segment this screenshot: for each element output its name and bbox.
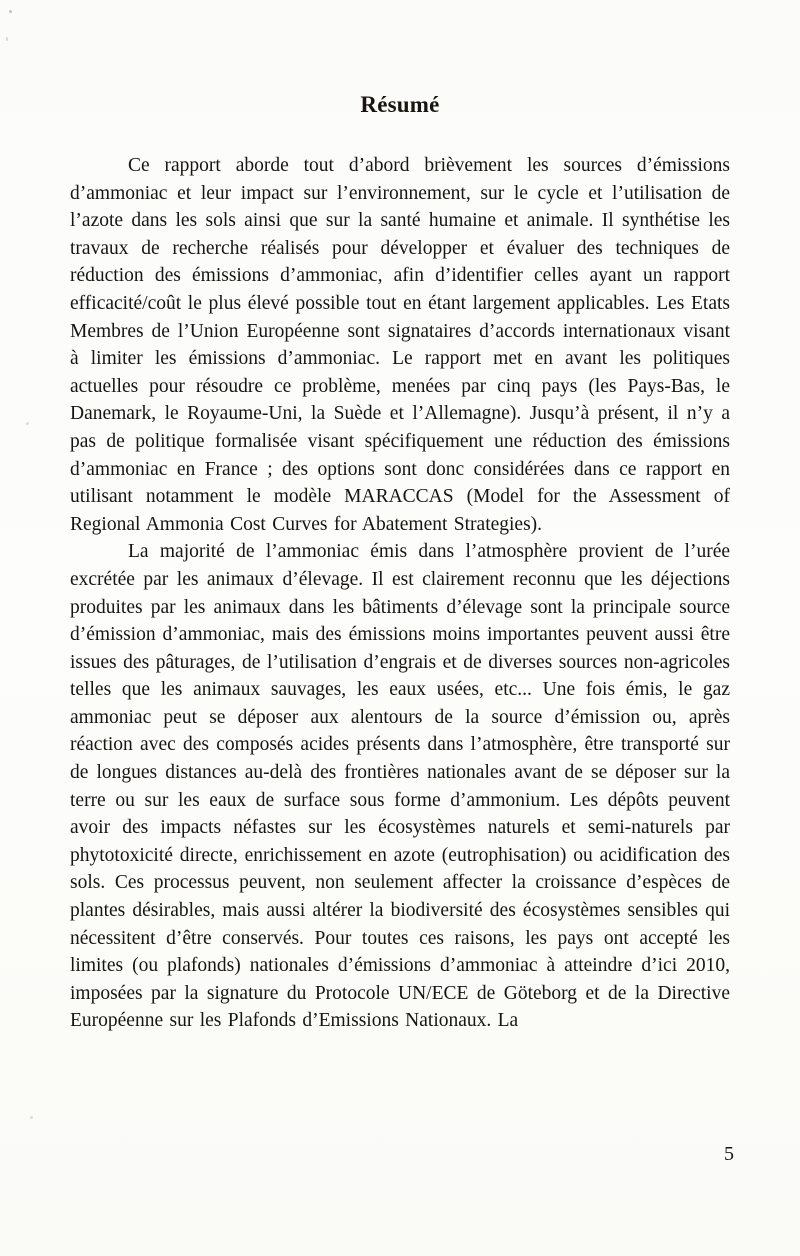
summary-paragraph-1: Ce rapport aborde tout d’abord brièvement les sources d’émissions d’ammoniac et leur impact sur l’environnement, sur le cycle et l’utilisation de l’azote dans les sols ainsi que sur la santé humaine et animale. Il synthétise les travaux de recherche réalisés pour développer et évaluer des techniques de réduction des émissions d’ammoniac, afin d’identifier celles ayant un rapport efficacité/coût le plus élevé possible tout en étant largement applicables. Les Etats Membres de l’Union Européenne sont signataires d’accords internationaux visant à limiter les émissions d’ammoniac. Le rapport met en avant les politiques actuelles pour résoudre ce problème, menées par cinq pays (les Pays-Bas, le Danemark, le Royaume-Uni, la Suède et l’Allemagne). Jusqu’à présent, il n’y a pas de politique formalisée visant spécifiquement une réduction des émissions d’ammoniac en France ; des options sont donc considérées dans ce rapport en utilisant notamment le modèle MARACCAS (Model for the Assessment of Regional Ammonia Cost Curves for Abatement Strategies). [70,155,730,535]
scan-speck [9,10,12,13]
summary-paragraph-2: La majorité de l’ammoniac émis dans l’atmosphère provient de l’urée excrétée par les animaux d’élevage. Il est clairement reconnu que les déjections produites par les animaux dans les bâtiments d’élevage sont la principale source d’émission d’ammoniac, mais des émissions moins importantes peuvent aussi être issues des pâturages, de l’utilisation d’engrais et de diverses sources non-agricoles telles que les animaux sauvages, les eaux usées, etc... Une fois émis, le gaz ammoniac peut se déposer aux alentours de la source d’émission ou, après réaction avec des composés acides présents dans l’atmosphère, être transporté sur de longues distances au-delà des frontières nationales avant de se déposer sur la terre ou sur les eaux de surface sous forme d’ammonium. Les dépôts peuvent avoir des impacts néfastes sur les écosystèmes naturels et semi-naturels par phytotoxicité directe, enrichissement en azote (eutrophisation) ou acidification des sols. Ces processus peuvent, non seulement affecter la croissance d’espèces de plantes désirables, mais aussi altérer la biodiversité des écosystèmes sensibles qui nécessitent d’être conservés. Pour toutes ces raisons, les pays ont accepté les limites (ou plafonds) nationales d’émissions d’ammoniac à atteindre d’ici 2010, imposées par la signature du Protocole UN/ECE de Göteborg et de la Directive Européenne sur les Plafonds d’Emissions Nationaux. La [70,541,730,1032]
scan-speck [30,1116,33,1119]
scan-speck [26,422,29,425]
scan-speck [6,37,8,41]
page-number: 5 [724,1143,734,1165]
page-title: Résumé [360,92,440,117]
page-content [70,92,730,1035]
